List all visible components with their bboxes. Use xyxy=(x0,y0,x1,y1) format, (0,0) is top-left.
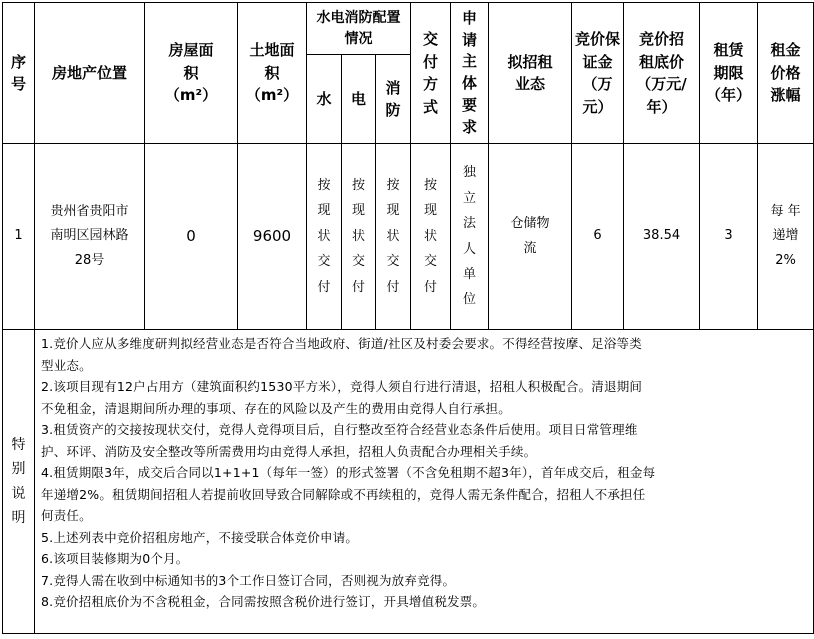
rental-listing-table xyxy=(2,2,814,634)
cell-water-char: 按 xyxy=(317,178,331,194)
header-row-top xyxy=(3,3,814,55)
cell-applicant-char: 人 xyxy=(463,241,477,257)
header-deposit xyxy=(572,3,624,144)
notes-line: 1.竞价人应从多维度研判拟经营业态是否符合当地政府、街道/社区及村委会要求。不得经营按摩、足浴等类 xyxy=(41,336,642,351)
header-water xyxy=(307,55,342,144)
notes-label-char: 别 xyxy=(11,461,26,477)
header-delivery-char: 交 xyxy=(423,30,439,48)
header-location-text: 房地产位置 xyxy=(51,63,127,82)
cell-house-area xyxy=(145,144,238,330)
cell-seq xyxy=(3,144,35,330)
header-deposit-line: （万 xyxy=(582,75,613,93)
notes-line: 护、环评、消防及安全整改等所需费用均由竞得人承担，招租人负责配合办理相关手续。 xyxy=(41,443,537,459)
notes-line: 型业态。 xyxy=(41,357,92,373)
header-base-price-line: 租底价 xyxy=(639,52,685,71)
header-utilities-line: 情况 xyxy=(344,30,373,47)
cell-delivery-char: 按 xyxy=(424,178,438,194)
header-fire-char: 消 xyxy=(385,78,401,97)
cell-applicant-char: 法 xyxy=(463,216,477,232)
header-power-text: 电 xyxy=(350,89,366,108)
notes-line: 年递增2%。租赁期间招租人若提前收回导致合同解除或不再续租的，竞得人需无条件配合，招租人不承担任 xyxy=(41,486,646,502)
header-seq-text: 序号 xyxy=(11,52,27,93)
notes-content xyxy=(35,330,814,634)
header-rent-increase-line: 涨幅 xyxy=(770,86,801,105)
notes-line: 4.租赁期限3年，成交后合同以1+1+1（每年一签）的形式签署（不含免租期不超3年），首年成交后，租金每 xyxy=(41,465,656,480)
header-term-line: 期限 xyxy=(713,63,744,82)
header-business-line: 业态 xyxy=(515,75,546,93)
cell-power-char: 交 xyxy=(351,254,365,270)
notes-label-char: 说 xyxy=(11,485,26,502)
header-house-area-line: 积 xyxy=(183,63,199,82)
header-seq xyxy=(3,3,35,144)
cell-power-char: 现 xyxy=(351,203,365,219)
header-land-area-unit: （m²） xyxy=(245,86,299,105)
cell-location-line: 28号 xyxy=(74,252,105,268)
header-rent-increase-line: 价格 xyxy=(770,63,801,82)
notes-line: 8.竞价招租底价为不含税租金，合同需按照含税价进行签订，开具增值税发票。 xyxy=(41,594,486,609)
header-applicant-char: 请 xyxy=(462,30,478,49)
notes-line: 7.竞得人需在收到中标通知书的3个工作日签订合同，否则视为放弃竞得。 xyxy=(41,572,456,588)
notes-row xyxy=(3,330,814,634)
cell-fire xyxy=(376,144,411,330)
table-row xyxy=(3,144,814,330)
cell-applicant xyxy=(451,144,489,330)
cell-land-area-value: 9600 xyxy=(252,226,292,245)
header-land-area-line: 积 xyxy=(264,63,280,82)
header-delivery xyxy=(411,3,451,144)
header-rent-increase-line: 租金 xyxy=(770,41,801,60)
header-base-price-line: 年） xyxy=(646,97,677,116)
cell-water-char: 状 xyxy=(317,228,331,244)
cell-fire-char: 按 xyxy=(386,178,400,194)
cell-location-line: 南明区园林路 xyxy=(50,228,129,244)
header-utilities-group xyxy=(307,3,411,55)
header-deposit-line: 竞价保 xyxy=(575,30,621,48)
cell-house-area-value: 0 xyxy=(186,226,196,245)
header-deposit-line: 证金 xyxy=(582,52,613,71)
header-utilities-line: 水电消防配置 xyxy=(316,9,401,26)
cell-fire-char: 交 xyxy=(386,254,400,270)
notes-line: 3.租赁资产的交接按现状交付，竞得人竞得项目后，自行整改至符合经营业态条件后使用。项目日常管理维 xyxy=(41,422,638,437)
header-rent-increase xyxy=(758,3,814,144)
cell-applicant-char: 立 xyxy=(463,190,477,206)
cell-seq-value: 1 xyxy=(14,228,23,244)
notes-label xyxy=(3,330,35,634)
cell-water-char: 现 xyxy=(317,203,331,219)
header-house-area-line: 房屋面 xyxy=(168,41,214,60)
cell-delivery xyxy=(411,144,451,330)
cell-base-price-value: 38.54 xyxy=(642,228,681,244)
cell-water xyxy=(307,144,342,330)
header-term-line: （年） xyxy=(706,86,752,105)
cell-power-char: 按 xyxy=(351,178,365,194)
header-applicant-char: 主 xyxy=(462,52,478,71)
header-fire-char: 防 xyxy=(385,101,401,119)
cell-rent-increase-line: 2% xyxy=(775,252,796,268)
cell-delivery-char: 交 xyxy=(424,254,438,270)
header-base-price xyxy=(624,3,700,144)
cell-term-value: 3 xyxy=(724,228,733,244)
header-applicant-char: 求 xyxy=(462,117,478,136)
notes-line: 不免租金，清退期间所办理的事项、存在的风险以及产生的费用由竞得人自行承担。 xyxy=(41,400,511,416)
header-term-line: 租赁 xyxy=(713,41,744,60)
header-power xyxy=(342,55,376,144)
header-water-text: 水 xyxy=(316,89,332,108)
cell-deposit-value: 6 xyxy=(593,228,602,244)
header-base-price-line: 竞价招 xyxy=(639,30,685,48)
header-business xyxy=(489,3,572,144)
notes-label-char: 特 xyxy=(11,436,26,453)
cell-business xyxy=(489,144,572,330)
header-applicant xyxy=(451,3,489,144)
cell-business-line: 流 xyxy=(523,240,537,256)
cell-rent-increase-line: 每 年 xyxy=(770,204,801,220)
cell-fire-char: 现 xyxy=(386,203,400,219)
cell-deposit xyxy=(572,144,624,330)
cell-location-line: 贵州省贵阳市 xyxy=(50,204,129,220)
header-business-line: 拟招租 xyxy=(507,52,553,71)
cell-applicant-char: 位 xyxy=(463,292,477,308)
cell-fire-char: 状 xyxy=(386,228,400,244)
header-house-area xyxy=(145,3,238,144)
cell-power-char: 状 xyxy=(351,228,365,244)
header-deposit-line: 元） xyxy=(582,97,613,116)
cell-power xyxy=(342,144,376,330)
cell-land-area xyxy=(238,144,307,330)
header-applicant-char: 要 xyxy=(462,95,478,114)
header-applicant-char: 申 xyxy=(462,8,478,27)
header-delivery-char: 式 xyxy=(423,97,439,116)
cell-delivery-char: 状 xyxy=(424,228,438,244)
notes-line: 6.该项目装修期为0个月。 xyxy=(41,551,189,566)
header-base-price-line: （万元/ xyxy=(636,75,687,93)
header-delivery-char: 方 xyxy=(423,75,439,93)
notes-line: 5.上述列表中竞价招租房地产，不接受联合体竞价申请。 xyxy=(41,529,359,545)
notes-line: 2.该项目现有12户占用方（建筑面积约1530平方米），竞得人须自行进行清退，招租人积极配合。清退期间 xyxy=(41,379,643,394)
notes-line: 何责任。 xyxy=(41,508,92,523)
cell-rent-increase-line: 递增 xyxy=(772,228,799,244)
cell-applicant-char: 单 xyxy=(463,266,477,282)
cell-water-char: 付 xyxy=(317,279,331,295)
header-house-area-unit: （m²） xyxy=(164,86,218,105)
header-land-area-line: 土地面 xyxy=(249,41,295,60)
header-location xyxy=(35,3,145,144)
cell-fire-char: 付 xyxy=(386,279,400,295)
cell-base-price xyxy=(624,144,700,330)
notes-label-char: 明 xyxy=(11,510,26,526)
cell-applicant-char: 独 xyxy=(463,165,477,181)
cell-delivery-char: 现 xyxy=(424,203,438,219)
cell-location xyxy=(35,144,145,330)
header-delivery-char: 付 xyxy=(423,52,439,71)
cell-water-char: 交 xyxy=(317,254,331,270)
header-applicant-char: 体 xyxy=(462,74,478,92)
cell-power-char: 付 xyxy=(351,279,365,295)
cell-business-line: 仓储物 xyxy=(510,216,550,232)
header-fire xyxy=(376,55,411,144)
header-land-area xyxy=(238,3,307,144)
cell-term xyxy=(700,144,758,330)
cell-rent-increase xyxy=(758,144,814,330)
cell-delivery-char: 付 xyxy=(424,279,438,295)
header-term xyxy=(700,3,758,144)
